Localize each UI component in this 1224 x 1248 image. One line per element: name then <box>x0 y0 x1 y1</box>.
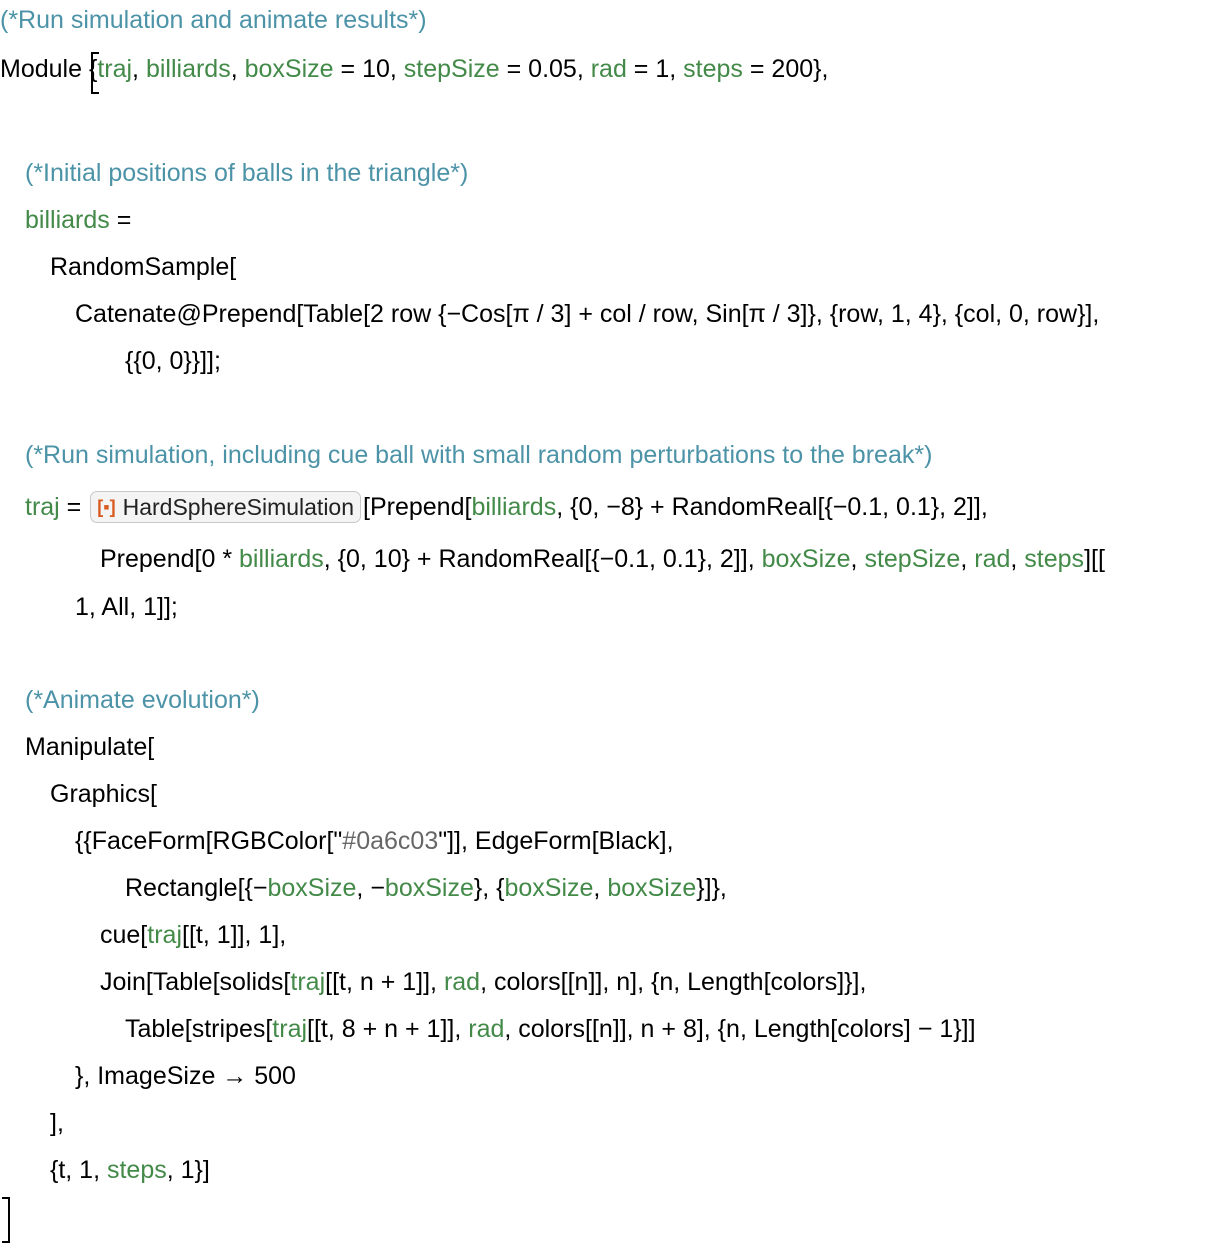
close-bracket <box>2 1197 10 1243</box>
code-token: {{0, 0}}]]; <box>125 347 221 375</box>
code-variable: rad <box>443 968 481 996</box>
code-line <box>50 1107 64 1139</box>
code-token: }, { <box>473 874 505 902</box>
code-token: Graphics[ <box>50 780 157 808</box>
code-variable: stepSize <box>403 55 500 83</box>
code-token: }, ImageSize → 500 <box>75 1062 296 1090</box>
code-token: = 1, <box>626 55 684 83</box>
code-token: , <box>850 545 865 573</box>
code-token: { <box>88 55 98 83</box>
code-token: , <box>132 55 146 83</box>
code-line <box>50 778 157 810</box>
code-variable: boxSize <box>761 545 851 573</box>
code-variable: traj <box>97 55 133 83</box>
code-token: {t, 1, <box>50 1156 107 1184</box>
code-comment: (*Animate evolution*) <box>25 686 260 714</box>
code-token: , colors[[n]], n + 8], {n, Length[colors] − 1}]] <box>504 1015 976 1043</box>
code-token: , {0, −8} + RandomReal[{−0.1, 0.1}, 2]], <box>556 493 988 521</box>
code-line <box>25 731 154 763</box>
code-variable: stepSize <box>864 545 961 573</box>
code-token: Module <box>0 55 82 83</box>
code-variable: steps <box>106 1156 167 1184</box>
code-line <box>100 543 1105 575</box>
code-token: ][[ <box>1084 545 1105 573</box>
code-token: = 10, <box>333 55 404 83</box>
code-variable: rad <box>974 545 1011 573</box>
code-variable: billiards <box>239 545 324 573</box>
code-token: cue[ <box>100 921 148 949</box>
code-token: , <box>1010 545 1025 573</box>
code-token: , {0, 10} + RandomReal[{−0.1, 0.1}, 2]], <box>323 545 762 573</box>
code-variable: boxSize <box>244 55 334 83</box>
code-variable: traj <box>290 968 326 996</box>
code-comment: (*Initial positions of balls in the triangle*) <box>25 159 469 187</box>
code-variable: traj <box>147 921 182 949</box>
code-string: #0a6c03 <box>342 827 439 855</box>
code-token: = 0.05, <box>499 55 591 83</box>
code-token: Join[Table[solids[ <box>100 968 291 996</box>
code-token <box>82 55 89 83</box>
resource-function-label: HardSphereSimulation <box>122 494 355 520</box>
code-line <box>25 491 988 523</box>
code-token: = <box>59 493 89 521</box>
code-token: [Prepend[ <box>363 493 472 521</box>
code-token: Table[stripes[ <box>125 1015 273 1043</box>
code-token: }]}, <box>696 874 727 902</box>
code-line <box>0 4 427 36</box>
resource-function-icon: [▪] <box>97 497 116 517</box>
code-token: , 1}] <box>166 1156 210 1184</box>
code-line <box>25 439 932 471</box>
code-variable: boxSize <box>607 874 697 902</box>
code-token: Manipulate[ <box>25 733 155 761</box>
code-comment: (*Run simulation, including cue ball with small random perturbations to the break*) <box>25 441 933 469</box>
code-token: [[t, 1]], 1], <box>182 921 287 949</box>
code-token: ], <box>50 1109 64 1137</box>
code-line <box>50 251 236 283</box>
code-token: , − <box>356 874 385 902</box>
code-token: = <box>109 206 132 234</box>
code-line <box>50 1154 210 1186</box>
code-token: [[t, n + 1]], <box>325 968 444 996</box>
code-line <box>125 1013 976 1045</box>
code-token: 1, All, 1]]; <box>75 593 178 621</box>
code-variable: boxSize <box>267 874 357 902</box>
code-token: , <box>593 874 608 902</box>
code-token: , <box>960 545 975 573</box>
code-line <box>125 872 727 904</box>
code-variable: billiards <box>145 55 231 83</box>
code-variable: steps <box>1024 545 1085 573</box>
code-line <box>125 345 221 377</box>
code-variable: steps <box>683 55 743 83</box>
code-variable: traj <box>25 493 60 521</box>
code-line <box>75 825 674 857</box>
code-token: Catenate@Prepend[Table[2 row {−Cos[π / 3] + col / row, Sin[π / 3]}, {row, 1, 4}, {col, 0, row}], <box>75 300 1100 328</box>
open-bracket <box>88 52 99 94</box>
code-variable: rad <box>468 1015 505 1043</box>
code-variable: boxSize <box>384 874 474 902</box>
code-token: , colors[[n]], n], {n, Length[colors]}], <box>480 968 867 996</box>
code-token: "]], EdgeForm[Black], <box>438 827 674 855</box>
code-line <box>25 684 260 716</box>
code-line <box>0 53 828 85</box>
code-token: RandomSample[ <box>50 253 237 281</box>
code-token: {{FaceForm[RGBColor[" <box>75 827 343 855</box>
code-token: , <box>230 55 245 83</box>
resource-function-button[interactable] <box>90 491 361 523</box>
code-line <box>75 591 178 623</box>
code-line <box>75 1060 296 1092</box>
code-variable: traj <box>272 1015 308 1043</box>
code-token: [[t, 8 + n + 1]], <box>307 1015 469 1043</box>
code-line <box>100 919 286 951</box>
code-line <box>25 157 468 189</box>
code-variable: rad <box>590 55 627 83</box>
code-token: Prepend[0 * <box>100 545 239 573</box>
code-line <box>100 966 866 998</box>
code-token: Rectangle[{− <box>125 874 268 902</box>
code-comment: (*Run simulation and animate results*) <box>0 6 427 34</box>
code-variable: boxSize <box>504 874 594 902</box>
code-variable: billiards <box>471 493 557 521</box>
code-line <box>25 204 131 236</box>
code-token: = 200}, <box>742 55 829 83</box>
code-variable: billiards <box>25 206 110 234</box>
code-line <box>75 298 1099 330</box>
